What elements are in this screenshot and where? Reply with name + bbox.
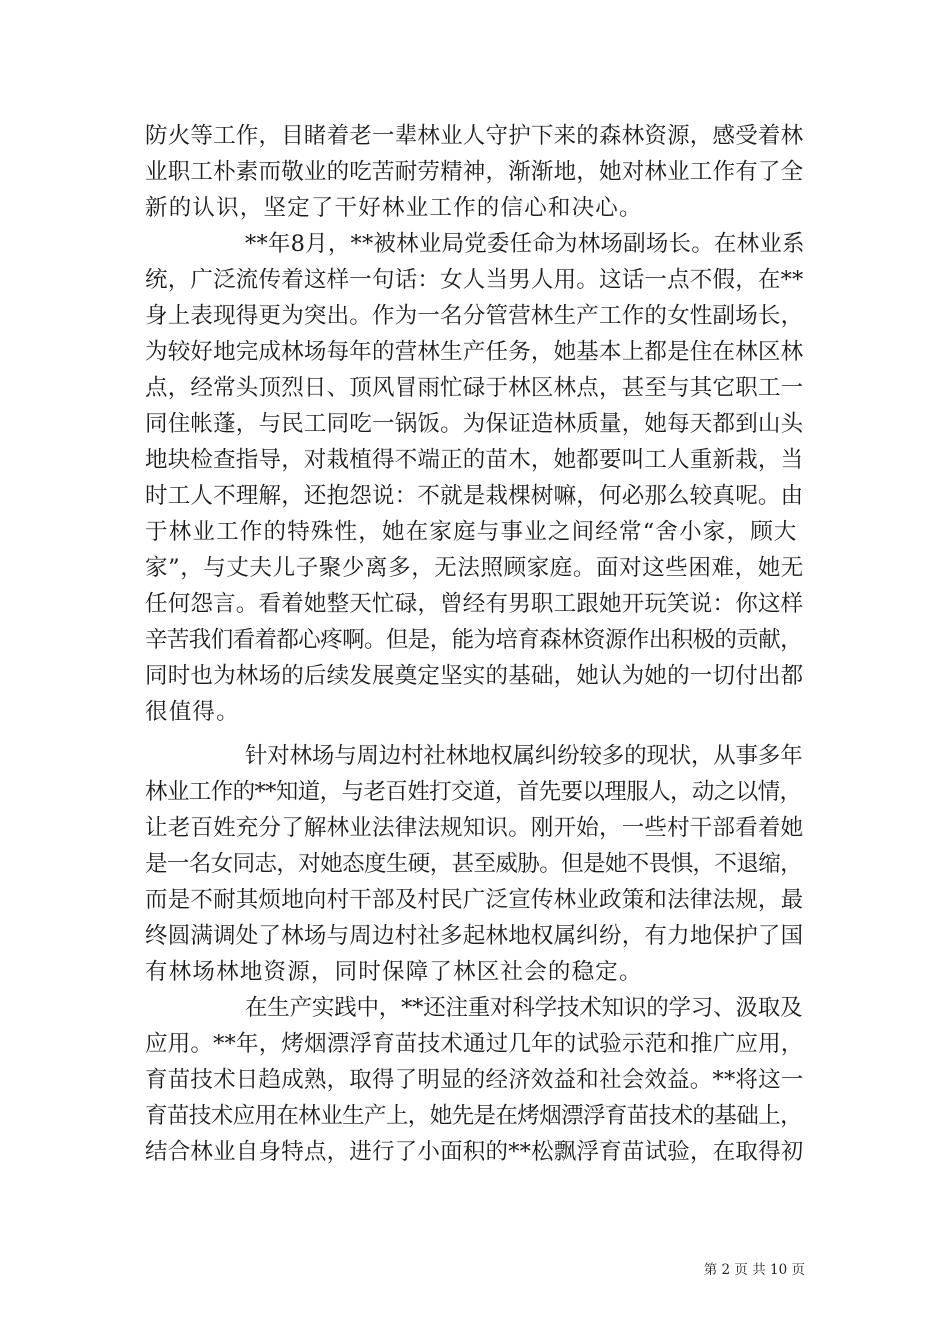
text-line: 地块检查指导，对栽植得不端正的苗木，她都要叫工人重新栽，当 xyxy=(145,447,804,473)
text-line: 为较好地完成林场每年的营林生产任务，她基本上都是住在林区林 xyxy=(145,339,804,365)
text-line: 结合林业自身特点，进行了小面积的**松飘浮育苗试验，在取得初 xyxy=(145,1139,804,1165)
paragraph-first-line: 在生产实践中，**还注重对科学技术知识的学习、汲取及 xyxy=(245,995,803,1021)
text-line: 育苗技术日趋成熟，取得了明显的经济效益和社会效益。**将这一 xyxy=(145,1067,804,1093)
text-line: 身上表现得更为突出。作为一名分管营林生产工作的女性副场长， xyxy=(145,303,804,329)
text-line: 于林业工作的特殊性，她在家庭与事业之间经常“舍小家，顾大 xyxy=(145,519,798,545)
paragraph-first-line: 针对林场与周边村社林地权属纠纷较多的现状，从事多年 xyxy=(245,743,803,769)
text-line: 统，广泛流传着这样一句话：女人当男人用。这话一点不假，在** xyxy=(145,267,804,293)
text-line: 同时也为林场的后续发展奠定坚实的基础，她认为她的一切付出都 xyxy=(145,663,804,689)
text-line: 辛苦我们看着都心疼啊。但是，能为培育森林资源作出积极的贡献， xyxy=(145,627,803,653)
text-line: 家”，与丈夫儿子聚少离多，无法照顾家庭。面对这些困难，她无 xyxy=(145,555,804,581)
document-body xyxy=(145,118,805,1170)
text-line: 让老百姓充分了解林业法律法规知识。刚开始，一些村干部看着她 xyxy=(145,815,804,841)
text-line: 终圆满调处了林场与周边村社多起林地权属纠纷，有力地保护了国 xyxy=(145,923,804,949)
text-line: 育苗技术应用在林业生产上，她先是在烤烟漂浮育苗技术的基础上， xyxy=(145,1103,803,1129)
text-line: 时工人不理解，还抱怨说：不就是栽棵树嘛，何必那么较真呢。由 xyxy=(145,483,804,509)
text-line: 新的认识，坚定了干好林业工作的信心和决心。 xyxy=(145,195,643,221)
text-line: 防火等工作，目睹着老一辈林业人守护下来的森林资源，感受着林 xyxy=(145,123,804,149)
text-line: 同住帐蓬，与民工同吃一锅饭。为保证造林质量，她每天都到山头 xyxy=(145,411,804,437)
page-number-footer: 第 2 页 共 10 页 xyxy=(703,1262,805,1278)
text-line: 而是不耐其烦地向村干部及村民广泛宣传林业政策和法律法规，最 xyxy=(145,887,804,913)
text-line: 林业工作的**知道，与老百姓打交道，首先要以理服人，动之以情， xyxy=(145,779,802,805)
text-line: 很值得。 xyxy=(145,699,240,725)
text-line: 任何怨言。看着她整天忙碌，曾经有男职工跟她开玩笑说：你这样 xyxy=(145,591,804,617)
text-line: 应用。**年，烤烟漂浮育苗技术通过几年的试验示范和推广应用， xyxy=(145,1031,804,1057)
text-line: 有林场林地资源，同时保障了林区社会的稳定。 xyxy=(145,959,643,985)
text-line: 是一名女同志，对她态度生硬，甚至威胁。但是她不畏惧，不退缩， xyxy=(145,851,803,877)
text-line: 业职工朴素而敬业的吃苦耐劳精神，渐渐地，她对林业工作有了全 xyxy=(145,159,804,185)
paragraph-first-line: **年8月，**被林业局党委任命为林场副场长。在林业系 xyxy=(245,231,805,257)
text-line: 点，经常头顶烈日、顶风冒雨忙碌于林区林点，甚至与其它职工一 xyxy=(145,375,804,401)
